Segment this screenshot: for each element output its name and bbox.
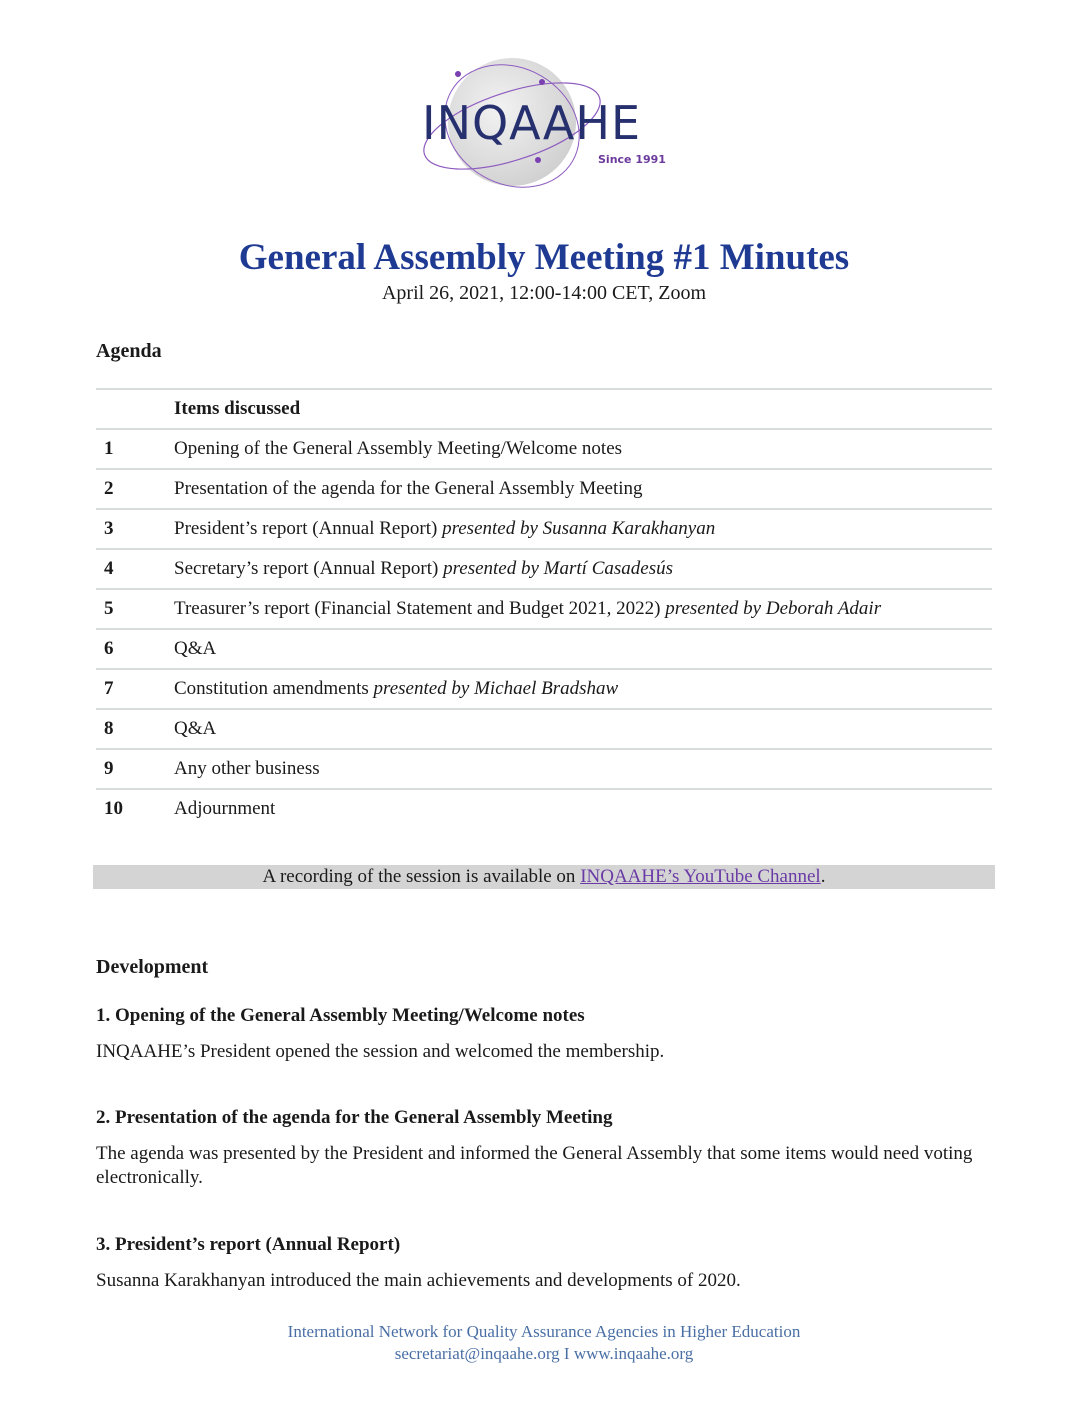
dev-section-2-body: The agenda was presented by the President and informed the General Assembly that some items would need voting electronically. — [96, 1143, 973, 1188]
agenda-row — [96, 589, 992, 629]
agenda-item-text: Presentation of the agenda for the General Assembly Meeting — [174, 478, 643, 499]
page-title: General Assembly Meeting #1 Minutes — [238, 237, 850, 278]
dev-section-3-body: Susanna Karakhanyan introduced the main achievements and developments of 2020. — [96, 1270, 741, 1291]
agenda-row — [96, 429, 992, 469]
logo-wordmark: INQAAHE — [422, 96, 642, 150]
agenda-item-cell — [166, 429, 992, 469]
recording-note — [93, 865, 995, 889]
agenda-item-cell — [166, 629, 992, 669]
youtube-channel-link[interactable]: INQAAHE’s YouTube Channel — [580, 866, 821, 887]
agenda-item-text: President’s report (Annual Report) — [174, 518, 438, 539]
page-footer — [0, 1321, 1088, 1365]
agenda-header-items: Items discussed — [166, 389, 992, 429]
agenda-item-text: Adjournment — [174, 798, 276, 819]
agenda-row — [96, 629, 992, 669]
agenda-item-text: Treasurer’s report (Financial Statement and Budget 2021, 2022) — [174, 598, 661, 619]
dev-section-1-body: INQAAHE’s President opened the session and welcomed the membership. — [96, 1041, 665, 1062]
agenda-item-presenter: presented by Michael Bradshaw — [373, 678, 619, 699]
agenda-row — [96, 669, 992, 709]
agenda-item-number: 5 — [96, 589, 166, 629]
agenda-item-number: 10 — [96, 789, 166, 828]
agenda-item-cell — [166, 589, 992, 629]
agenda-item-cell — [166, 749, 992, 789]
agenda-item-cell — [166, 549, 992, 589]
agenda-item-presenter: presented by Deborah Adair — [665, 598, 882, 619]
agenda-item-number: 2 — [96, 469, 166, 509]
agenda-item-number: 6 — [96, 629, 166, 669]
inqaahe-logo — [418, 56, 678, 196]
agenda-item-cell — [166, 709, 992, 749]
agenda-item-text: Any other business — [174, 758, 320, 779]
agenda-header-num — [96, 389, 166, 429]
page-subtitle: April 26, 2021, 12:00-14:00 CET, Zoom — [381, 282, 707, 304]
agenda-item-number: 7 — [96, 669, 166, 709]
agenda-item-number: 4 — [96, 549, 166, 589]
footer-org: International Network for Quality Assurance Agencies in Higher Education — [287, 1322, 801, 1341]
development-heading: Development — [96, 956, 209, 978]
dev-section-2-title: 2. Presentation of the agenda for the General Assembly Meeting — [96, 1107, 613, 1128]
recording-suffix: . — [820, 866, 826, 887]
dev-section-3-title: 3. President’s report (Annual Report) — [96, 1234, 401, 1255]
agenda-row — [96, 509, 992, 549]
agenda-item-cell — [166, 509, 992, 549]
agenda-table — [96, 388, 992, 828]
recording-prefix: A recording of the session is available on — [262, 866, 581, 887]
agenda-item-number: 1 — [96, 429, 166, 469]
agenda-item-text: Q&A — [174, 718, 217, 739]
agenda-item-number: 8 — [96, 709, 166, 749]
footer-contact: secretariat@inqaahe.org I www.inqaahe.org — [394, 1344, 694, 1363]
agenda-item-text: Q&A — [174, 638, 217, 659]
agenda-row — [96, 709, 992, 749]
agenda-item-text: Constitution amendments — [174, 678, 369, 699]
agenda-item-cell — [166, 469, 992, 509]
agenda-row — [96, 749, 992, 789]
agenda-header-row — [96, 389, 992, 429]
agenda-row — [96, 789, 992, 828]
agenda-item-cell — [166, 789, 992, 828]
agenda-item-number: 3 — [96, 509, 166, 549]
agenda-item-presenter: presented by Martí Casadesús — [443, 558, 673, 579]
logo-since: Since 1991 — [598, 153, 666, 166]
agenda-item-number: 9 — [96, 749, 166, 789]
agenda-heading: Agenda — [96, 340, 162, 362]
agenda-item-text: Secretary’s report (Annual Report) — [174, 558, 439, 579]
agenda-item-presenter: presented by Susanna Karakhanyan — [442, 518, 716, 539]
dev-section-1-title: 1. Opening of the General Assembly Meeting/Welcome notes — [96, 1005, 585, 1026]
agenda-item-cell — [166, 669, 992, 709]
agenda-item-text: Opening of the General Assembly Meeting/Welcome notes — [174, 438, 623, 459]
agenda-row — [96, 469, 992, 509]
agenda-row — [96, 549, 992, 589]
